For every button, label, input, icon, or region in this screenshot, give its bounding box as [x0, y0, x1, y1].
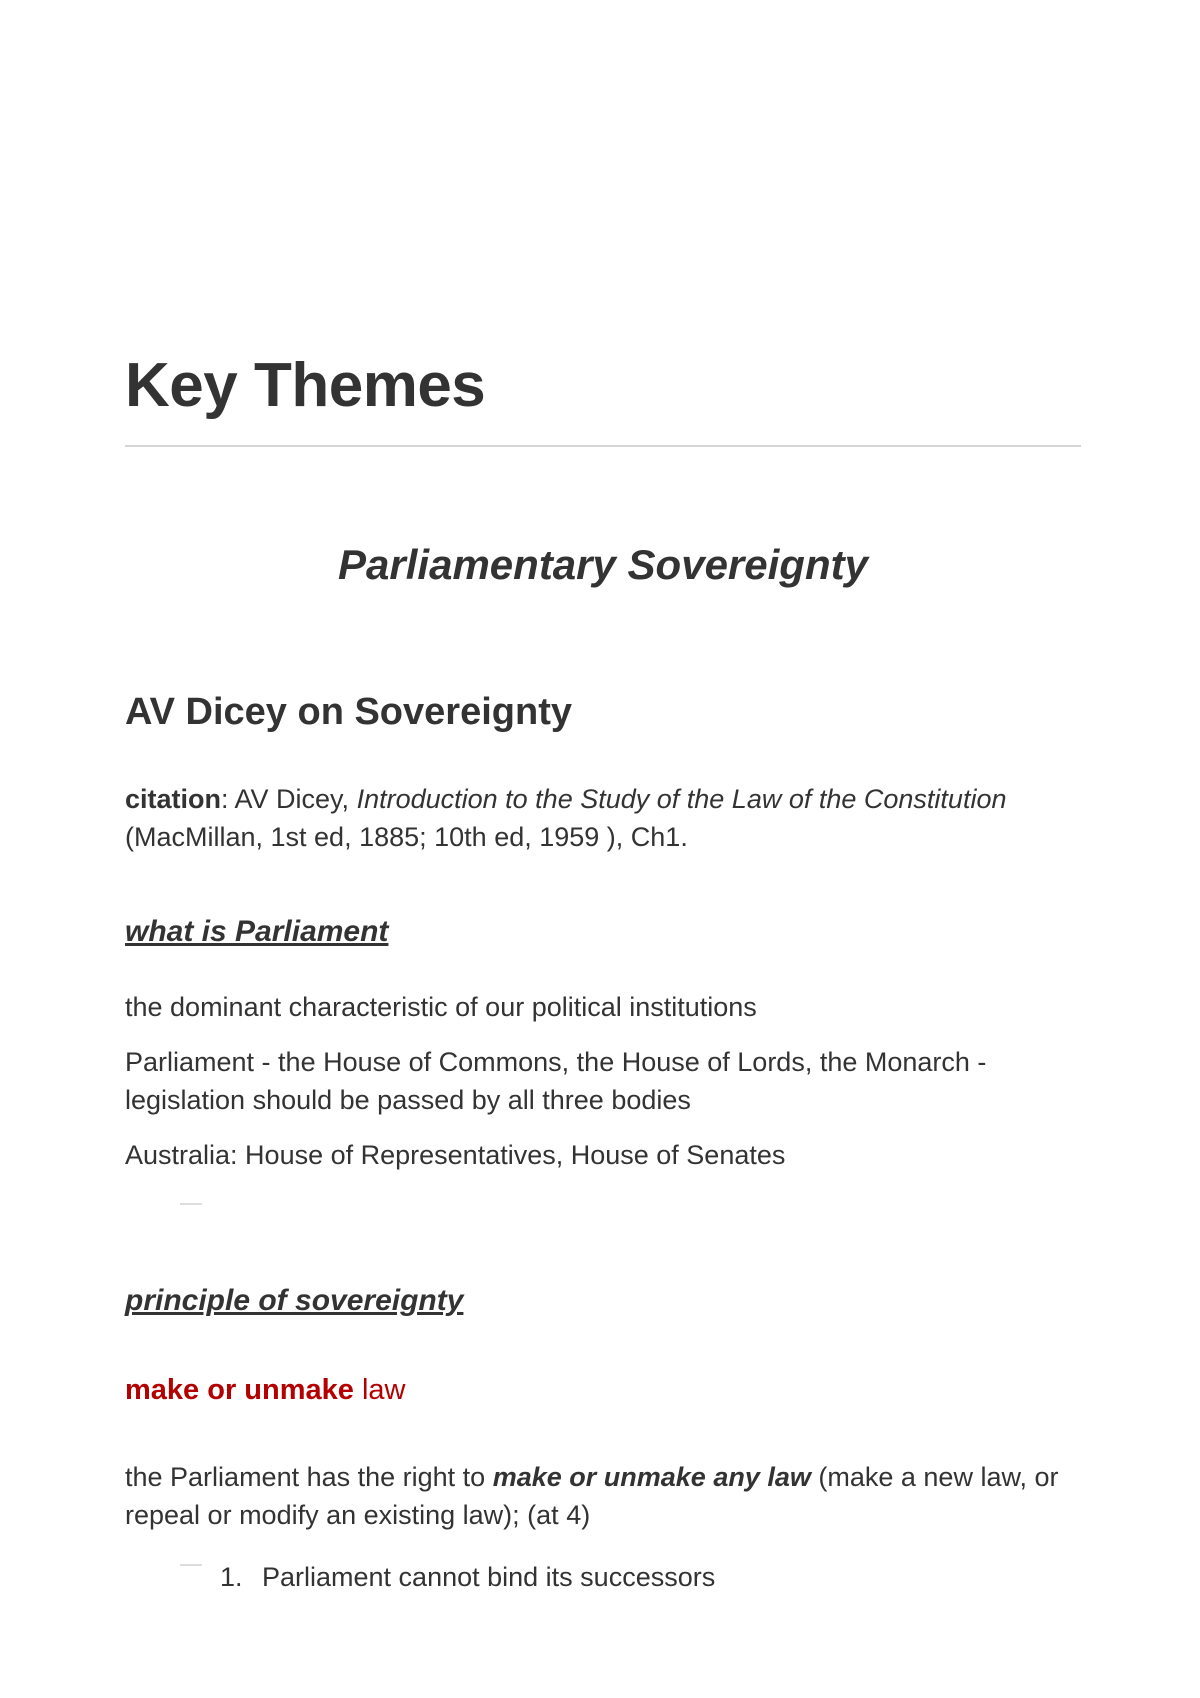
- bullet-dash: [180, 1203, 202, 1205]
- subsection-title: AV Dicey on Sovereignty: [125, 691, 572, 733]
- citation-label: citation: [125, 784, 222, 814]
- make-paragraph-emphasis: make or unmake any law: [492, 1462, 811, 1492]
- document-page: [125, 0, 1081, 1698]
- principle-of-sovereignty-heading: principle of sovereignty: [125, 1284, 464, 1317]
- title-divider: [125, 445, 1081, 447]
- citation-author: AV Dicey,: [234, 784, 357, 814]
- paragraph-make-or-unmake: [125, 1458, 1081, 1534]
- what-is-parliament-heading: what is Parliament: [125, 915, 389, 948]
- list-item-number: 1.: [220, 1562, 243, 1592]
- citation-separator: :: [221, 784, 235, 814]
- bullet-dash: [180, 1564, 202, 1566]
- make-or-unmake-heading: [125, 1375, 405, 1407]
- citation-paragraph: [125, 780, 1081, 856]
- make-paragraph-after: (make a new law, or repeal or modify an existing law); (at 4): [125, 1462, 1059, 1530]
- page-title: Key Themes: [125, 351, 486, 420]
- list-item: [220, 1558, 715, 1596]
- section-title: Parliamentary Sovereignty: [338, 541, 868, 588]
- citation-work-title: Introduction to the Study of the Law of the Constitution: [356, 784, 1007, 814]
- make-heading-regular: law: [353, 1374, 406, 1406]
- make-paragraph-before: the Parliament has the right to: [125, 1462, 493, 1492]
- list-item-text: Parliament cannot bind its successors: [262, 1562, 716, 1592]
- citation-publication: (MacMillan, 1st ed, 1885; 10th ed, 1959 ), Ch1.: [125, 822, 688, 852]
- paragraph-australia: Australia: House of Representatives, House of Senates: [125, 1140, 786, 1170]
- make-heading-bold: make or unmake: [125, 1374, 354, 1406]
- paragraph-parliament-bodies: Parliament - the House of Commons, the House of Lords, the Monarch - legislation should be passed by all three bodies: [125, 1047, 987, 1115]
- paragraph-dominant-characteristic: the dominant characteristic of our political institutions: [125, 992, 757, 1022]
